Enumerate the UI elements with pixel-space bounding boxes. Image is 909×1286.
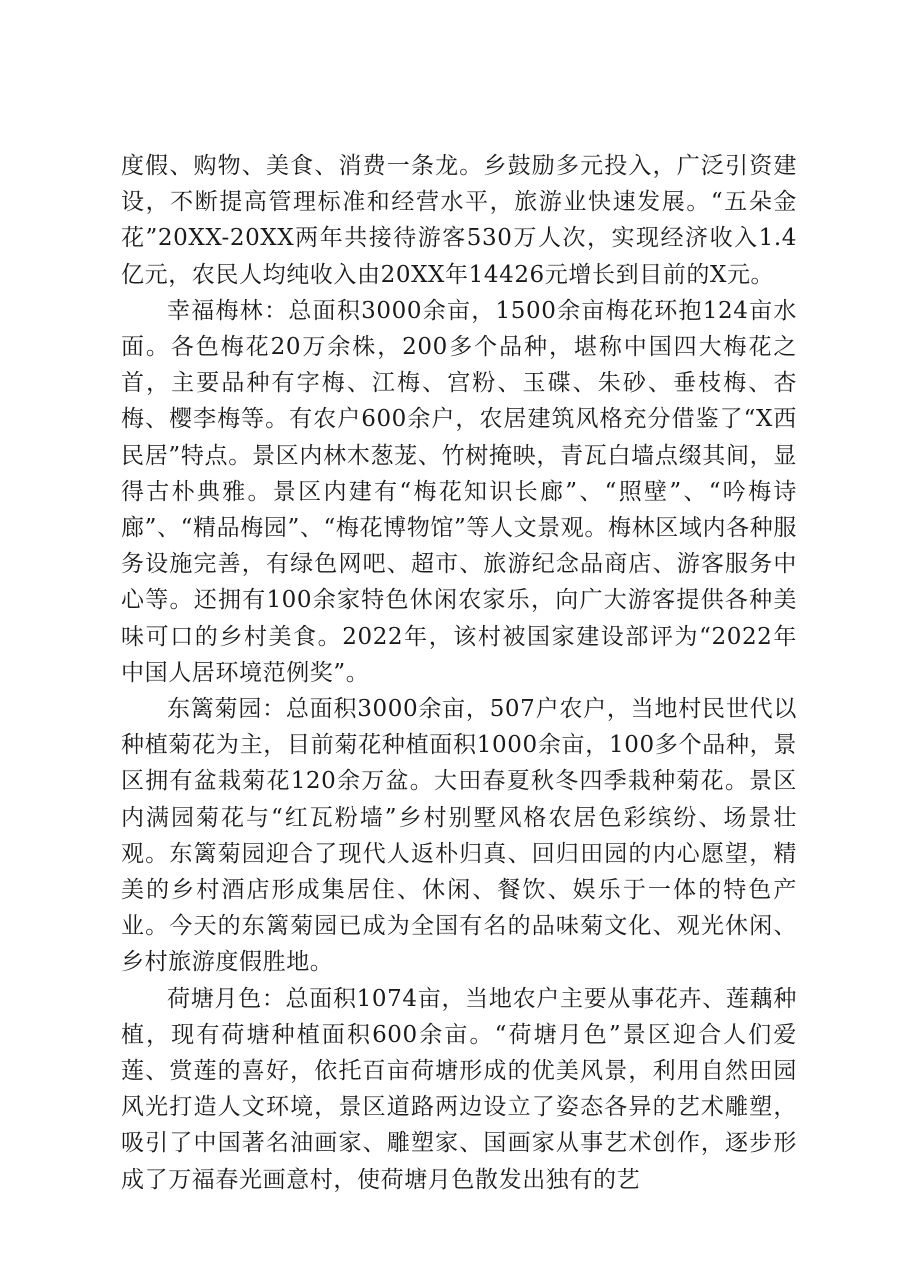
- paragraph-lotus-pond: 荷塘月色：总面积1074亩，当地农户主要从事花卉、莲藕种植，现有荷塘种植面积600余亩。“荷塘月色”景区迎合人们爱莲、赏莲的喜好，依托百亩荷塘形成的优美风景，利用自然田园风光打造人文环境，景区道路两边设立了姿态各异的艺术雕塑，吸引了中国著名油画家、雕塑家、国画家从事艺术创作，逐步形成了万福春光画意村，使荷塘月色散发出独有的艺: [121, 985, 797, 1193]
- paragraph-plum-forest: 幸福梅林：总面积3000余亩，1500余亩梅花环抱124亩水面。各色梅花20万余株，200多个品种，堪称中国四大梅花之首，主要品种有字梅、江梅、宫粉、玉碟、朱砂、垂枝梅、杏梅、樱李梅等。有农户600余户，农居建筑风格充分借鉴了“X西民居”特点。景区内林木葱茏、竹树掩映，青瓦白墙点缀其间，显得古朴典雅。景区内建有“梅花知识长廊”、“照壁”、“吟梅诗廊”、“精品梅园”、“梅花博物馆”等人文景观。梅林区域内各种服务设施完善，有绿色网吧、超市、旅游纪念品商店、游客服务中心等。还拥有100余家特色休闲农家乐，向广大游客提供各种美味可口的乡村美食。2022年，该村被国家建设部评为“2022年中国人居环境范例奖”。: [121, 297, 797, 686]
- paragraph-intro-continuation: 度假、购物、美食、消费一条龙。乡鼓励多元投入，广泛引资建设，不断提高管理标准和经营水平，旅游业快速发展。“五朵金花”20XX-20XX两年共接待游客530万人次，实现经济收入1.4亿元，农民人均纯收入由20XX年14426元增长到目前的X元。: [121, 153, 797, 288]
- body-text: [121, 148, 797, 1198]
- paragraph-chrysanthemum-garden: 东篱菊园：总面积3000余亩，507户农户，当地村民世代以种植菊花为主，目前菊花种植面积1000余亩，100多个品种，景区拥有盆栽菊花120余万盆。大田春夏秋冬四季栽种菊花。景区内满园菊花与“红瓦粉墙”乡村别墅风格农居色彩缤纷、场景壮观。东篱菊园迎合了现代人返朴归真、回归田园的内心愿望，精美的乡村酒店形成集居住、休闲、餐饮、娱乐于一体的特色产业。今天的东篱菊园已成为全国有名的品味菊文化、观光休闲、乡村旅游度假胜地。: [121, 696, 797, 976]
